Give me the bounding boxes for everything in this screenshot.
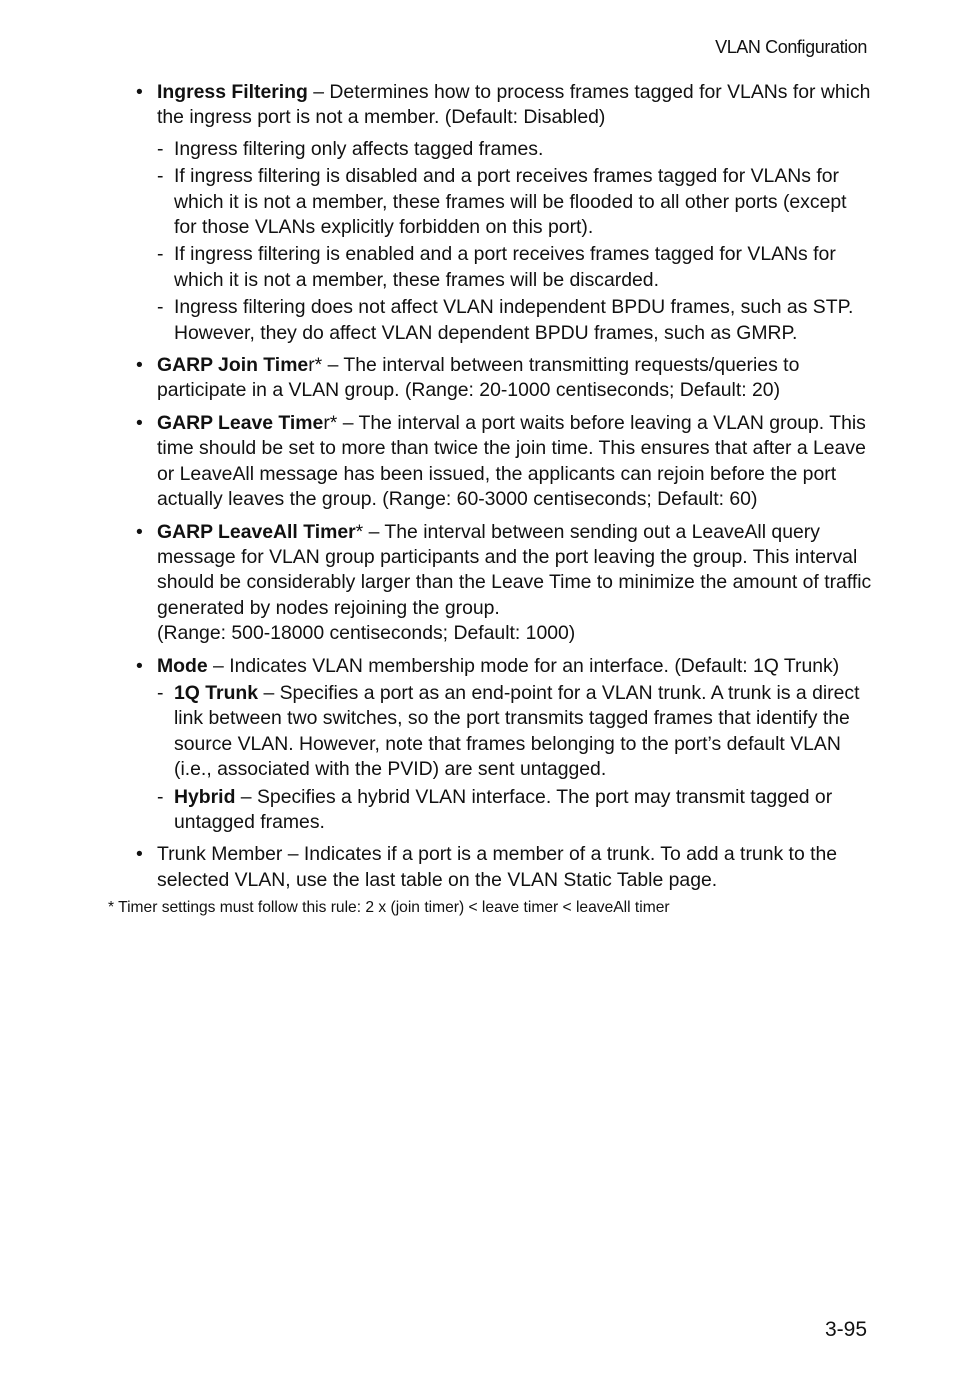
running-header: VLAN Configuration	[715, 37, 867, 57]
desc-ingress-filtering: – Determines how to process frames tagged for VLANs for which the ingress port is not a member. (Default: Disabled)	[157, 81, 871, 129]
bullet-garp-leaveall-timer	[129, 520, 873, 647]
term-mode: Mode	[157, 654, 208, 677]
footnote: * Timer settings must follow this rule: 2 x (join timer) < leave timer < leaveAll timer	[108, 899, 670, 916]
list-item-hybrid: - Hybrid – Specifies a hybrid VLAN interface. The port may transmit tagged or untagged frames.	[157, 785, 833, 833]
bullet-dot: •	[136, 520, 143, 543]
list-item: - If ingress filtering is enabled and a port receives frames tagged for VLANs for which it is not a member, these frames will be discarded.	[157, 243, 836, 291]
bullet-dot: •	[136, 411, 143, 434]
term-garp-leave-timer: GARP Leave Time	[157, 411, 324, 434]
mode-sublist	[157, 681, 873, 835]
list-item: - Ingress filtering only affects tagged frames.	[157, 137, 544, 160]
bullet-dot: •	[136, 654, 143, 677]
bullet-dot: •	[136, 81, 143, 103]
desc-garp-join-timer: r* – The interval between transmitting requests/queries to participate in a VLAN group. (Range: 20-1000 centiseconds; Default: 20)	[157, 354, 800, 402]
desc-trunk-member: Trunk Member – Indicates if a port is a member of a trunk. To add a trunk to the selected VLAN, use the last table on the VLAN Static Table page.	[157, 843, 838, 891]
desc-garp-leaveall-timer: * – The interval between sending out a LeaveAll query message for VLAN group participants and the port leaving the group. This interval should be considerably larger than the Leave Time to minimize the amount of traffic generated by nodes rejoining the group.	[157, 520, 872, 619]
main-content	[129, 80, 873, 900]
list-item-1q-trunk: - 1Q Trunk – Specifies a port as an end-point for a VLAN trunk. A trunk is a direct link between two switches, so the port transmits tagged frames that identify the source VLAN. However, note that frames belonging to the port’s default VLAN (i.e., associated with the PVID) are sent untagged.	[157, 681, 860, 781]
bullet-ingress-filtering	[129, 80, 873, 346]
list-item: - If ingress filtering is disabled and a port receives frames tagged for VLANs for which it is not a member, these frames will be flooded to all other ports (except for those VLANs explicitly forbidden on this port).	[157, 165, 847, 239]
leaveall-range: (Range: 500-18000 centiseconds; Default: 1000)	[157, 622, 576, 645]
ingress-sublist	[157, 137, 873, 346]
bullet-garp-leave-timer	[129, 411, 873, 513]
bullet-dot: •	[136, 843, 143, 866]
term-ingress-filtering: Ingress Filtering	[157, 81, 308, 103]
bullet-garp-join-timer	[129, 353, 873, 404]
term-garp-join-timer: GARP Join Time	[157, 354, 309, 377]
desc-mode: – Indicates VLAN membership mode for an interface. (Default: 1Q Trunk)	[207, 654, 840, 677]
bullet-dot: •	[136, 354, 143, 377]
bullet-trunk-member	[129, 842, 873, 893]
page-number: 3-95	[824, 1318, 867, 1341]
bullet-mode	[129, 654, 873, 836]
list-item: - Ingress filtering does not affect VLAN independent BPDU frames, such as STP. However, they do affect VLAN dependent BPDU frames, such as GMRP.	[157, 296, 854, 344]
term-garp-leaveall-timer: GARP LeaveAll Timer	[157, 520, 356, 543]
desc-garp-leave-timer: r* – The interval a port waits before leaving a VLAN group. This time should be set to more than twice the join time. This ensures that after a Leave or LeaveAll message has been issued, the applicants can rejoin before the port actually leaves the group. (Range: 60-3000 centiseconds; Default: 60)	[157, 411, 866, 511]
